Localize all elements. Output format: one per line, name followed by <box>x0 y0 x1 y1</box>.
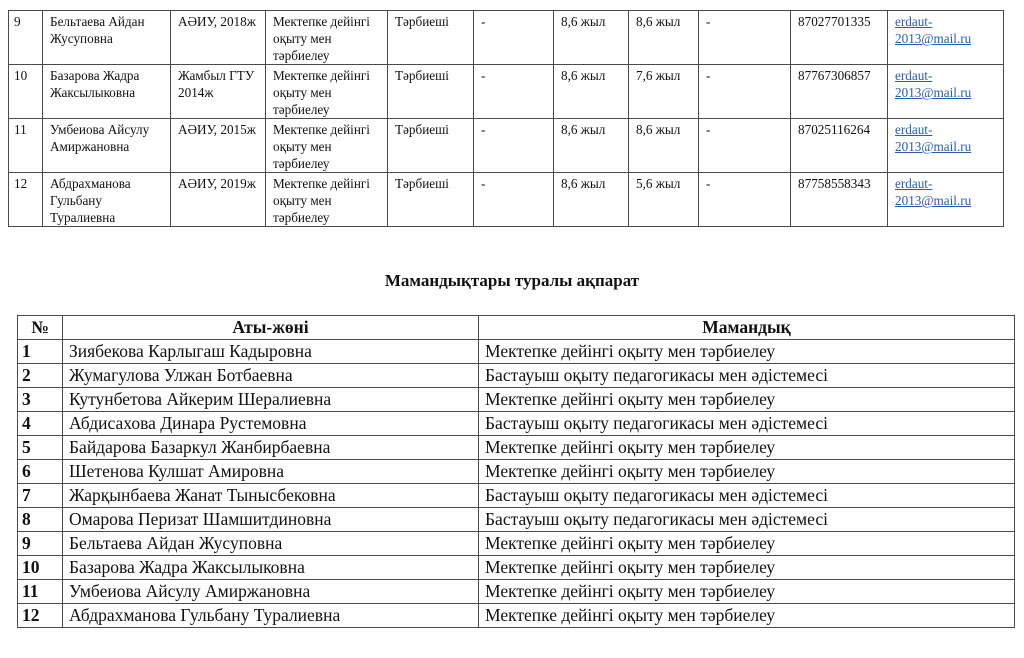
table-row <box>18 388 1015 412</box>
cell-name: Жумагулова Улжан Ботбаевна <box>63 364 479 388</box>
cell-specialty: Мектепке дейінгі оқыту мен тәрбиелеу <box>266 11 388 65</box>
table-row <box>9 11 1004 65</box>
cell-ped-experience: 5,6 жыл <box>629 173 699 227</box>
cell-specialty: Бастауыш оқыту педагогикасы мен әдістемесі <box>479 508 1015 532</box>
cell-num: 7 <box>18 484 63 508</box>
cell-name: Зиябекова Карлыгаш Кадыровна <box>63 340 479 364</box>
email-link[interactable]: erdaut-2013@mail.ru <box>895 122 972 154</box>
cell-awards: - <box>699 65 791 119</box>
cell-category: - <box>474 173 554 227</box>
table-row <box>18 364 1015 388</box>
cell-position: Тәрбиеші <box>388 65 474 119</box>
cell-email <box>888 173 1004 227</box>
cell-specialty: Мектепке дейінгі оқыту мен тәрбиелеу <box>479 340 1015 364</box>
cell-ped-experience: 7,6 жыл <box>629 65 699 119</box>
cell-name: Жарқынбаева Жанат Тынысбековна <box>63 484 479 508</box>
cell-total-experience: 8,6 жыл <box>554 65 629 119</box>
cell-category: - <box>474 65 554 119</box>
cell-name: Бельтаева Айдан Жусуповна <box>63 532 479 556</box>
cell-num: 9 <box>9 11 43 65</box>
cell-num: 11 <box>18 580 63 604</box>
cell-name: Базарова Жадра Жаксылыковна <box>63 556 479 580</box>
cell-phone: 87767306857 <box>791 65 888 119</box>
cell-name: Байдарова Базаркул Жанбирбаевна <box>63 436 479 460</box>
cell-name: Шетенова Кулшат Амировна <box>63 460 479 484</box>
table-row <box>18 484 1015 508</box>
cell-num: 12 <box>9 173 43 227</box>
cell-num: 4 <box>18 412 63 436</box>
cell-num: 8 <box>18 508 63 532</box>
cell-category: - <box>474 11 554 65</box>
cell-name: Абдрахманова Гульбану Туралиевна <box>63 604 479 628</box>
table-row <box>18 340 1015 364</box>
header-specialty: Мамандық <box>479 316 1015 340</box>
table-row <box>18 460 1015 484</box>
cell-name: Абдрахманова Гульбану Туралиевна <box>43 173 171 227</box>
cell-awards: - <box>699 173 791 227</box>
table-row <box>18 436 1015 460</box>
cell-specialty: Мектепке дейінгі оқыту мен тәрбиелеу <box>266 173 388 227</box>
cell-phone: 87025116264 <box>791 119 888 173</box>
table-row <box>18 604 1015 628</box>
cell-name: Абдисахова Динара Рустемовна <box>63 412 479 436</box>
cell-email <box>888 119 1004 173</box>
email-link[interactable]: erdaut-2013@mail.ru <box>895 68 972 100</box>
cell-specialty: Мектепке дейінгі оқыту мен тәрбиелеу <box>479 436 1015 460</box>
cell-email <box>888 11 1004 65</box>
email-link[interactable]: erdaut-2013@mail.ru <box>895 14 972 46</box>
table-row <box>9 173 1004 227</box>
table-row <box>18 508 1015 532</box>
cell-total-experience: 8,6 жыл <box>554 119 629 173</box>
cell-ped-experience: 8,6 жыл <box>629 11 699 65</box>
cell-awards: - <box>699 119 791 173</box>
table-row <box>18 556 1015 580</box>
cell-phone: 87027701335 <box>791 11 888 65</box>
cell-category: - <box>474 119 554 173</box>
table-row <box>9 119 1004 173</box>
cell-specialty: Мектепке дейінгі оқыту мен тәрбиелеу <box>266 119 388 173</box>
cell-specialty: Бастауыш оқыту педагогикасы мен әдістемесі <box>479 364 1015 388</box>
cell-num: 12 <box>18 604 63 628</box>
cell-education: Жамбыл ГТУ 2014ж <box>171 65 266 119</box>
specialty-table <box>17 315 1015 628</box>
cell-num: 6 <box>18 460 63 484</box>
cell-num: 9 <box>18 532 63 556</box>
header-name: Аты-жөні <box>63 316 479 340</box>
table-row <box>18 532 1015 556</box>
cell-specialty: Мектепке дейінгі оқыту мен тәрбиелеу <box>266 65 388 119</box>
specialty-table-header <box>18 316 1015 340</box>
cell-name: Кутунбетова Айкерим Шералиевна <box>63 388 479 412</box>
cell-num: 3 <box>18 388 63 412</box>
cell-total-experience: 8,6 жыл <box>554 11 629 65</box>
cell-specialty: Бастауыш оқыту педагогикасы мен әдістемесі <box>479 412 1015 436</box>
cell-num: 11 <box>9 119 43 173</box>
cell-position: Тәрбиеші <box>388 119 474 173</box>
cell-specialty: Мектепке дейінгі оқыту мен тәрбиелеу <box>479 532 1015 556</box>
section-title: Мамандықтары туралы ақпарат <box>384 271 640 290</box>
cell-num: 10 <box>9 65 43 119</box>
cell-specialty: Мектепке дейінгі оқыту мен тәрбиелеу <box>479 580 1015 604</box>
table-row <box>18 412 1015 436</box>
cell-total-experience: 8,6 жыл <box>554 173 629 227</box>
cell-education: АӘИУ, 2019ж <box>171 173 266 227</box>
cell-name: Омарова Перизат Шамшитдиновна <box>63 508 479 532</box>
cell-name: Базарова Жадра Жаксылыковна <box>43 65 171 119</box>
cell-specialty: Мектепке дейінгі оқыту мен тәрбиелеу <box>479 604 1015 628</box>
cell-ped-experience: 8,6 жыл <box>629 119 699 173</box>
header-num: № <box>18 316 63 340</box>
cell-num: 2 <box>18 364 63 388</box>
cell-position: Тәрбиеші <box>388 11 474 65</box>
table-row <box>18 580 1015 604</box>
cell-education: АӘИУ, 2018ж <box>171 11 266 65</box>
cell-num: 5 <box>18 436 63 460</box>
table-row <box>9 65 1004 119</box>
cell-specialty: Мектепке дейінгі оқыту мен тәрбиелеу <box>479 388 1015 412</box>
cell-specialty: Мектепке дейінгі оқыту мен тәрбиелеу <box>479 556 1015 580</box>
cell-position: Тәрбиеші <box>388 173 474 227</box>
cell-specialty: Мектепке дейінгі оқыту мен тәрбиелеу <box>479 460 1015 484</box>
staff-table <box>8 10 1004 227</box>
cell-num: 1 <box>18 340 63 364</box>
email-link[interactable]: erdaut-2013@mail.ru <box>895 176 972 208</box>
cell-education: АӘИУ, 2015ж <box>171 119 266 173</box>
cell-awards: - <box>699 11 791 65</box>
cell-name: Умбеиова Айсулу Амиржановна <box>63 580 479 604</box>
cell-name: Бельтаева Айдан Жусуповна <box>43 11 171 65</box>
cell-specialty: Бастауыш оқыту педагогикасы мен әдістемесі <box>479 484 1015 508</box>
cell-name: Умбеиова Айсулу Амиржановна <box>43 119 171 173</box>
cell-phone: 87758558343 <box>791 173 888 227</box>
cell-num: 10 <box>18 556 63 580</box>
cell-email <box>888 65 1004 119</box>
